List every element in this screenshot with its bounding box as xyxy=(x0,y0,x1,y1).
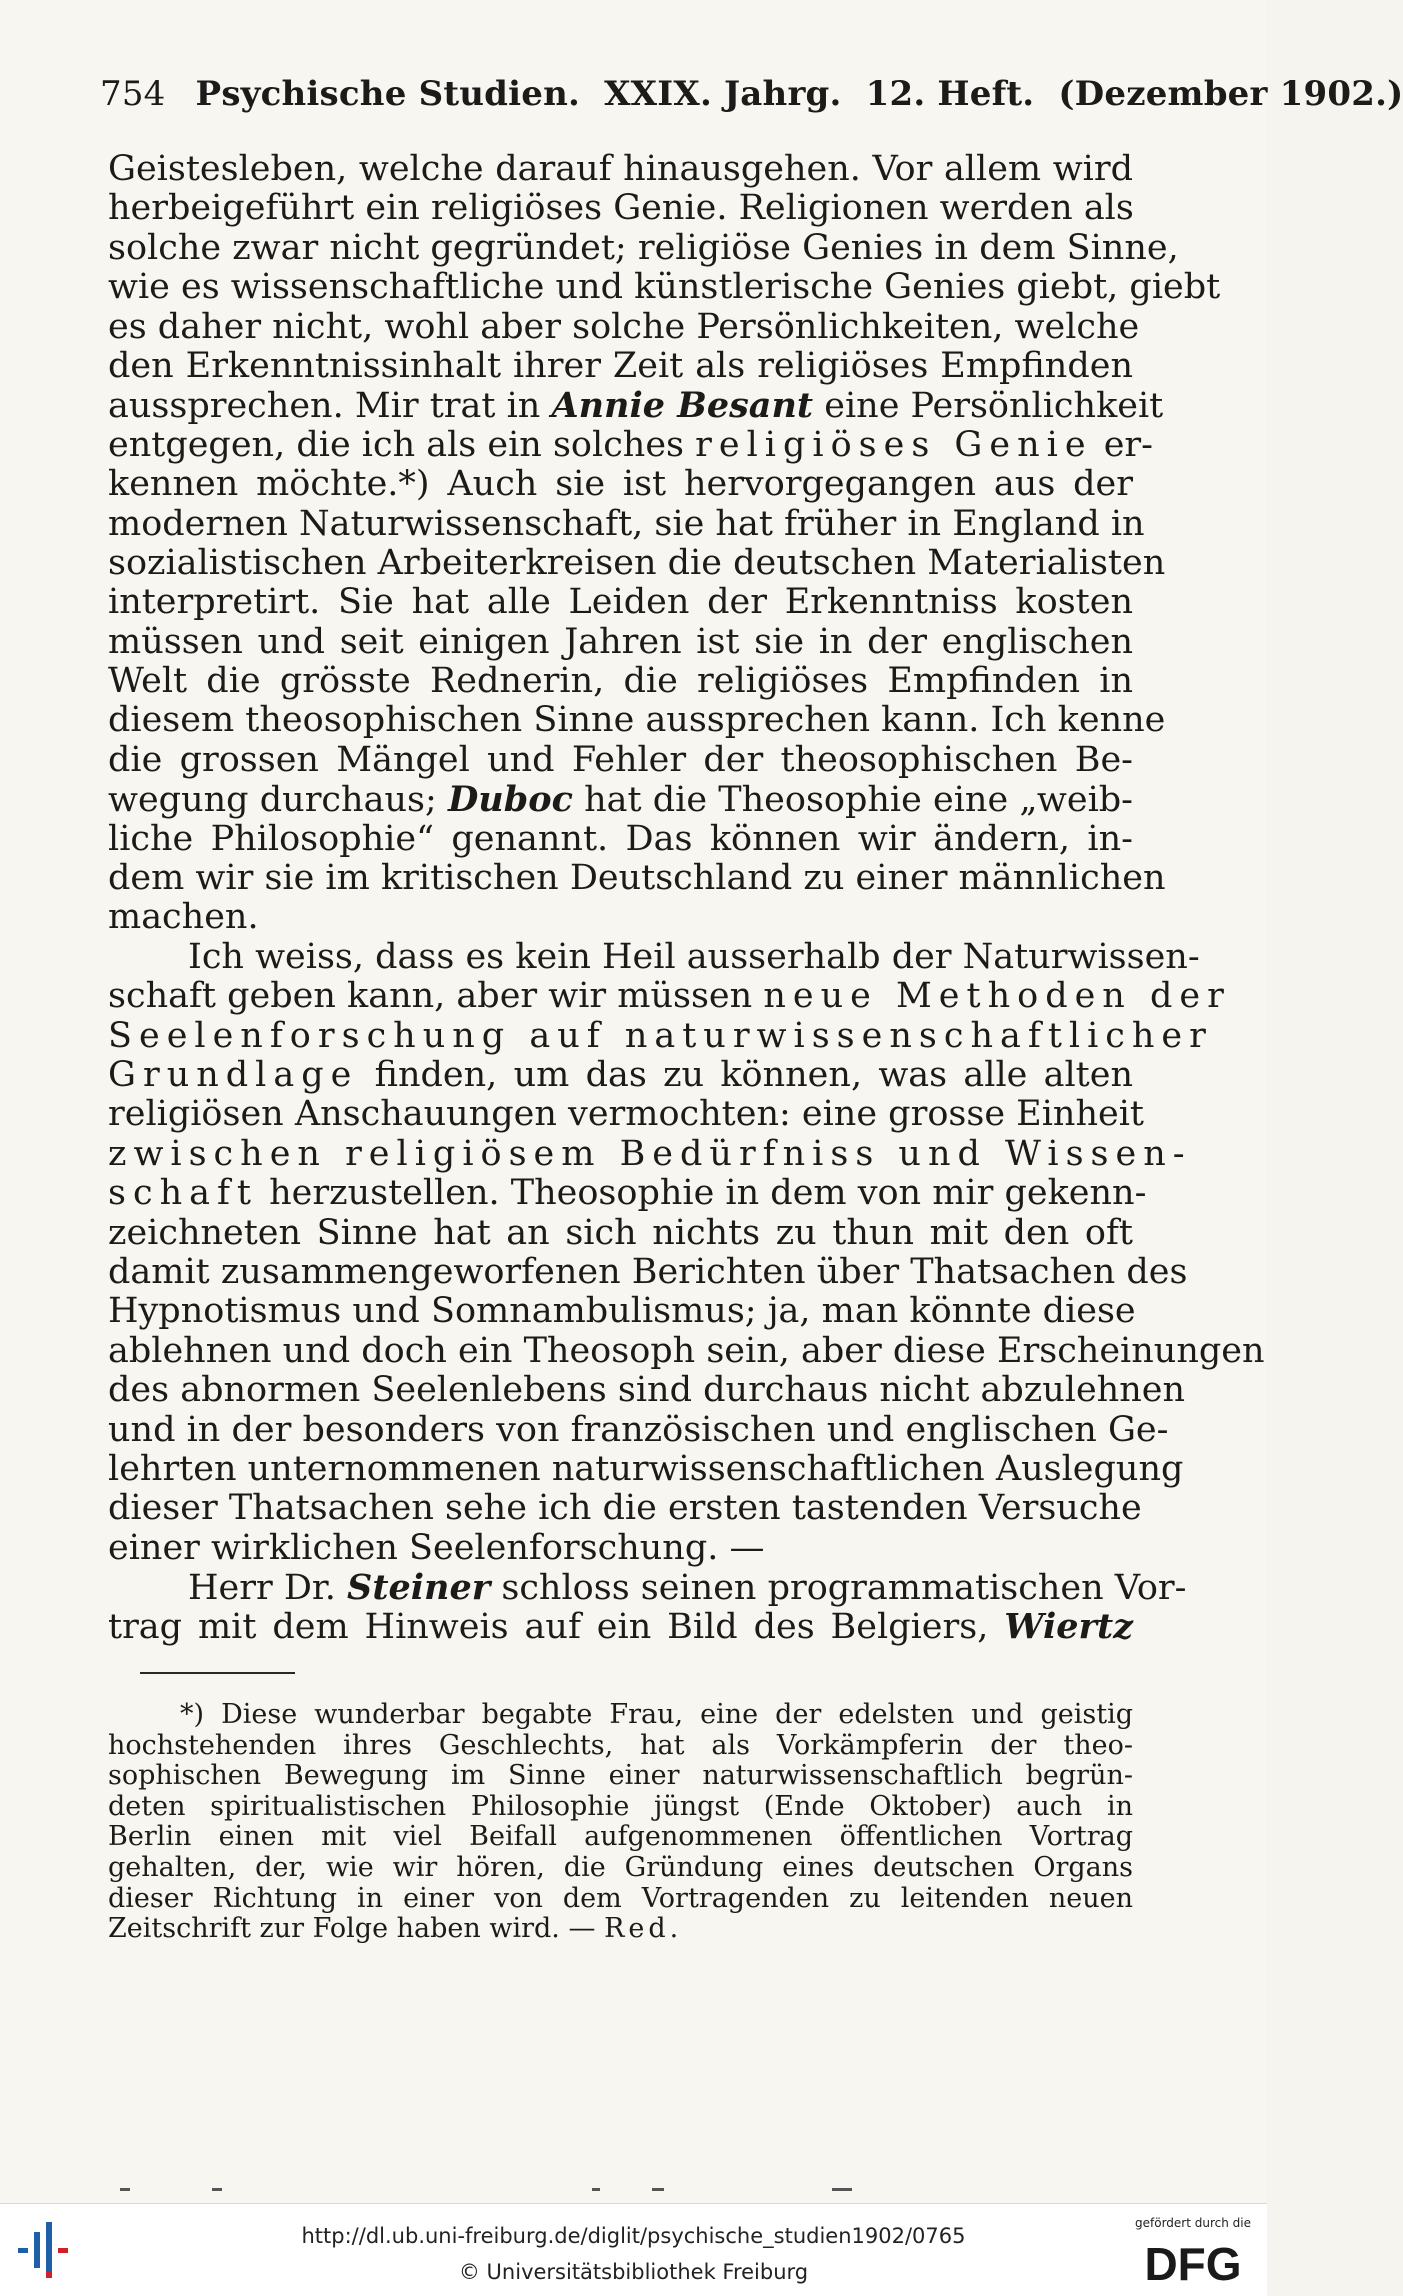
footnote-line: Zeitschrift zur Folge haben wird. — Red. xyxy=(108,1913,683,1945)
svg-text:DFG: DFG xyxy=(1144,2238,1242,2290)
text-line: herbeigeführt ein religiöses Genie. Religionen werden als xyxy=(108,188,1134,229)
text-line: dieser Thatsachen sehe ich die ersten tastenden Versuche xyxy=(108,1488,1142,1529)
footnote-line: hochstehenden ihres Geschlechts, hat als Vorkämpferin der theo- xyxy=(108,1729,1133,1761)
text-line: einer wirklichen Seelenforschung. — xyxy=(108,1527,765,1568)
text-line: es daher nicht, wohl aber solche Persönlichkeiten, welche xyxy=(108,306,1140,347)
text-line: ablehnen und doch ein Theosoph sein, aber diese Erscheinungen xyxy=(108,1330,1265,1371)
text-line: Ich weiss, dass es kein Heil ausserhalb der Naturwissen- xyxy=(188,936,1200,977)
text-line: interpretirt. Sie hat alle Leiden der Erkenntniss kosten xyxy=(108,582,1133,623)
running-header xyxy=(100,74,1403,114)
text-line: des abnormen Seelenlebens sind durchaus nicht abzulehnen xyxy=(108,1370,1186,1411)
text-line: schaft herzustellen. Theosophie in dem von mir gekenn- xyxy=(108,1173,1147,1214)
text-line: Seelenforschung auf naturwissenschaftlicher xyxy=(108,1015,1213,1056)
body-text xyxy=(108,149,1265,1648)
spaced-emphasis: Grundlage xyxy=(108,1054,359,1095)
text-line: modernen Naturwissenschaft, sie hat früher in England in xyxy=(108,503,1145,544)
footnote-line: gehalten, der, wie wir hören, die Gründung eines deutschen Organs xyxy=(108,1851,1133,1883)
text-line: solche zwar nicht gegründet; religiöse Genies in dem Sinne, xyxy=(108,227,1179,268)
spaced-emphasis: schaft xyxy=(108,1173,258,1214)
text-line: machen. xyxy=(108,897,259,938)
viewer-footer xyxy=(0,2203,1267,2296)
footnote-line: Berlin einen mit viel Beifall aufgenommenen öffentlichen Vortrag xyxy=(108,1821,1133,1853)
name-steiner: Steiner xyxy=(347,1567,491,1609)
text-line: Welt die grösste Rednerin, die religiöses Empfinden in xyxy=(108,661,1133,702)
text-line: trag mit dem Hinweis auf ein Bild des Belgiers, Wiertz xyxy=(108,1606,1133,1648)
text-line: Grundlage finden, um das zu können, was alle alten xyxy=(108,1054,1133,1095)
text-line: lehrten unternommenen naturwissenschaftlichen Auslegung xyxy=(108,1448,1184,1489)
scan-marks xyxy=(120,2188,880,2196)
spaced-emphasis: religiöses Genie xyxy=(695,424,1093,465)
footnote-line: sophischen Bewegung im Sinne einer naturwissenschaftlich begrün- xyxy=(108,1760,1133,1792)
text-line: die grossen Mängel und Fehler der theosophischen Be- xyxy=(108,739,1133,780)
text-line: diesem theosophischen Sinne aussprechen kann. Ich kenne xyxy=(108,700,1166,741)
footnote-line: dieser Richtung in einer von dem Vortragenden zu leitenden neuen xyxy=(108,1882,1133,1914)
name-duboc: Duboc xyxy=(447,779,573,821)
text-line: und in der besonders von französischen und englischen Ge- xyxy=(108,1409,1169,1450)
text-line: damit zusammengeworfenen Berichten über Thatsachen des xyxy=(108,1251,1188,1292)
issue-date: (Dezember 1902.) xyxy=(1058,74,1403,114)
name-wiertz: Wiertz xyxy=(1004,1606,1133,1648)
text-line: aussprechen. Mir trat in Annie Besant eine Persönlichkeit xyxy=(108,385,1164,427)
text-line: dem wir sie im kritischen Deutschland zu einer männlichen xyxy=(108,858,1166,899)
footnote-line: *) Diese wunderbar begabte Frau, eine der edelsten und geistig xyxy=(180,1699,1133,1730)
name-annie-besant: Annie Besant xyxy=(551,385,814,427)
editor-signature: Red. xyxy=(604,1913,683,1945)
page-number: 754 xyxy=(100,74,166,114)
text-line: zeichneten Sinne hat an sich nichts zu thun mit den oft xyxy=(108,1212,1133,1253)
text-line: sozialistischen Arbeiterkreisen die deutschen Materialisten xyxy=(108,542,1166,583)
footnote-rule xyxy=(140,1672,295,1674)
footnote xyxy=(108,1700,1133,1945)
volume: XXIX. Jahrg. xyxy=(604,74,842,114)
text-line: schaft geben kann, aber wir müssen neue Methoden der xyxy=(108,976,1231,1017)
spaced-emphasis: neue Methoden der xyxy=(763,976,1231,1017)
text-line: Herr Dr. Steiner schloss seinen programmatischen Vor- xyxy=(188,1567,1187,1609)
dfg-caption: gefördert durch die xyxy=(1135,2216,1251,2230)
dfg-logo xyxy=(1128,2216,1258,2288)
permalink[interactable]: http://dl.ub.uni-freiburg.de/diglit/psychische_studien1902/0765 xyxy=(301,2224,966,2248)
text-line: müssen und seit einigen Jahren ist sie in der englischen xyxy=(108,621,1133,662)
text-line: den Erkenntnissinhalt ihrer Zeit als religiöses Empfinden xyxy=(108,345,1133,386)
footnote-line: deten spiritualistischen Philosophie jüngst (Ende Oktober) auch in xyxy=(108,1790,1133,1822)
text-line: zwischen religiösem Bedürfniss und Wissen- xyxy=(108,1133,1192,1174)
issue: 12. Heft. xyxy=(865,74,1035,114)
text-line: religiösen Anschauungen vermochten: eine grosse Einheit xyxy=(108,1094,1144,1135)
text-line: liche Philosophie“ genannt. Das können wir ändern, in- xyxy=(108,818,1133,859)
text-line: entgegen, die ich als ein solches religiöses Genie er- xyxy=(108,424,1153,465)
copyright-notice: © Universitätsbibliothek Freiburg xyxy=(458,2260,809,2284)
text-line: wegung durchaus; Duboc hat die Theosophie eine „weib- xyxy=(108,779,1133,821)
text-line: Geistesleben, welche darauf hinausgehen. Vor allem wird xyxy=(108,149,1133,189)
journal-title: Psychische Studien. xyxy=(195,74,581,114)
text-line: Hypnotismus und Somnambulismus; ja, man könnte diese xyxy=(108,1291,1136,1332)
text-line: wie es wissenschaftliche und künstlerische Genies giebt, giebt xyxy=(108,267,1221,308)
text-line: kennen möchte.*) Auch sie ist hervorgegangen aus der xyxy=(108,464,1133,505)
